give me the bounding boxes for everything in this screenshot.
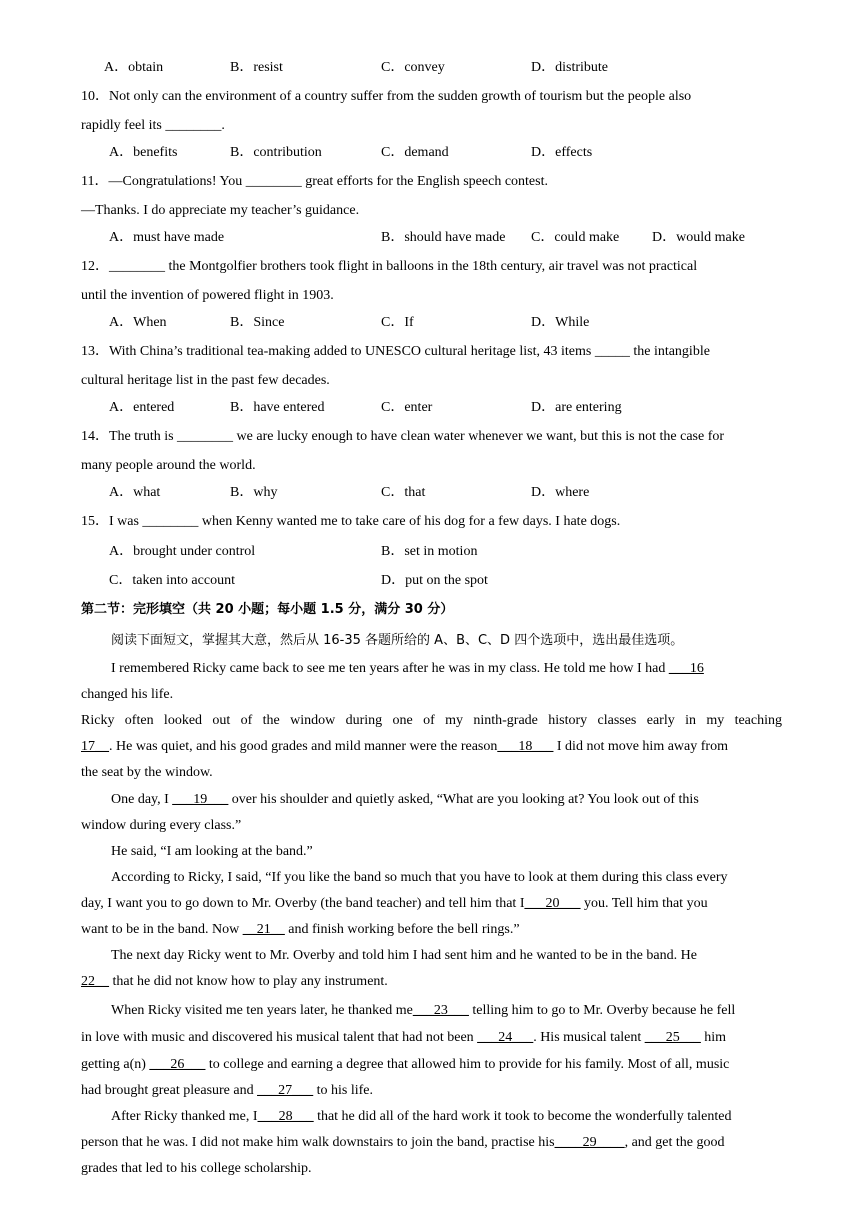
- blank-26: ___26___: [149, 1057, 206, 1072]
- blank-28: ___28___: [257, 1109, 314, 1124]
- blank-20: ___20___: [524, 896, 581, 911]
- q9-option-b: B．resist: [230, 60, 283, 75]
- q10-stem-line2: rapidly feel its ________.: [81, 118, 225, 133]
- blank-23: ___23___: [412, 1003, 469, 1018]
- q13-stem-line1: 13．With China’s traditional tea-making added to UNESCO cultural heritage list, 43 items _____ the intangible: [81, 344, 710, 359]
- q13-option-b: B．have entered: [230, 400, 325, 415]
- blank-21: __21__: [242, 922, 285, 937]
- q9-option-d: D．distribute: [531, 60, 608, 75]
- q14-option-a: A．what: [109, 485, 161, 500]
- passage-p7-line2: in love with music and discovered his musical talent that had not been ___24___. His musical talent ___25___ him: [81, 1030, 727, 1045]
- passage-p7-line1: When Ricky visited me ten years later, he thanked me___23___ telling him to go to Mr. Overby because he fell: [111, 1003, 736, 1018]
- section-instruction: 阅读下面短文，掌握其大意，然后从 16-35 各题所给的 A、B、C、D 四个选项中，选出最佳选项。: [111, 633, 684, 648]
- q10-stem-line1: 10．Not only can the environment of a country suffer from the sudden growth of tourism but the people also: [81, 89, 692, 104]
- passage-p5-line3: want to be in the band. Now __21__ and finish working before the bell rings.”: [81, 922, 520, 937]
- q15-option-d: D．put on the spot: [381, 573, 488, 588]
- passage-p5-line1: According to Ricky, I said, “If you like the band so much that you have to look at them during this class every: [111, 870, 728, 885]
- q10-option-c: C．demand: [381, 145, 449, 160]
- passage-p2-line1: Ricky often looked out of the window during one of my ninth-grade history classes early in my teaching: [81, 713, 782, 728]
- blank-16: ___16: [668, 661, 704, 676]
- q12-option-b: B．Since: [230, 315, 285, 330]
- passage-p3-line1: One day, I ___19___ over his shoulder and quietly asked, “What are you looking at? You look out of this: [111, 792, 699, 807]
- q11-option-b: B．should have made: [381, 230, 506, 245]
- passage-p8-line2: person that he was. I did not make him walk downstairs to join the band, practise his____29____, and get the good: [81, 1135, 725, 1150]
- passage-p6-line2: 22__ that he did not know how to play any instrument.: [81, 974, 388, 989]
- passage-p3-line2: window during every class.”: [81, 818, 242, 833]
- q11-stem-line1: 11．—Congratulations! You ________ great efforts for the English speech contest.: [81, 174, 548, 189]
- passage-p4: He said, “I am looking at the band.”: [111, 844, 313, 859]
- blank-27: ___27___: [257, 1083, 314, 1098]
- blank-18: ___18___: [497, 739, 554, 754]
- q11-option-a: A．must have made: [109, 230, 225, 245]
- passage-p5-line2: day, I want you to go down to Mr. Overby (the band teacher) and tell him that I___20___ you. Tell him that you: [81, 896, 708, 911]
- q11-stem-line2: —Thanks. I do appreciate my teacher’s guidance.: [81, 203, 360, 218]
- passage-p2-line3: the seat by the window.: [81, 765, 213, 780]
- passage-p1-line1: I remembered Ricky came back to see me ten years after he was in my class. He told me how I had ___16: [111, 661, 704, 676]
- q14-stem-line1: 14．The truth is ________ we are lucky enough to have clean water whenever we want, but this is not the case for: [81, 429, 725, 444]
- passage-p8-line3: grades that led to his college scholarship.: [81, 1161, 312, 1176]
- section-heading: 第二节：完形填空（共 20 小题；每小题 1.5 分，满分 30 分）: [81, 602, 454, 617]
- blank-19: ___19___: [172, 792, 229, 807]
- q12-stem-line2: until the invention of powered flight in 1903.: [81, 288, 334, 303]
- q14-option-b: B．why: [230, 485, 278, 500]
- q12-option-a: A．When: [109, 315, 167, 330]
- q9-option-a: A．obtain: [104, 60, 164, 75]
- q11-option-c: C．could make: [531, 230, 620, 245]
- q15-stem: 15．I was ________ when Kenny wanted me to take care of his dog for a few days. I hate dogs.: [81, 514, 621, 529]
- q15-option-b: B．set in motion: [381, 544, 478, 559]
- q14-option-c: C．that: [381, 485, 426, 500]
- passage-p8-line1: After Ricky thanked me, I___28___ that he did all of the hard work it took to become the wonderfully talented: [111, 1109, 732, 1124]
- q10-option-a: A．benefits: [109, 145, 178, 160]
- passage-p7-line3: getting a(n) ___26___ to college and earning a degree that allowed him to provide for his family. Most of all, music: [81, 1057, 730, 1072]
- q14-stem-line2: many people around the world.: [81, 458, 256, 473]
- blank-22: 22__: [81, 974, 109, 989]
- passage-p7-line4: had brought great pleasure and ___27___ to his life.: [81, 1083, 373, 1098]
- q9-option-c: C．convey: [381, 60, 445, 75]
- q12-option-d: D．While: [531, 315, 590, 330]
- q13-option-c: C．enter: [381, 400, 433, 415]
- q12-stem-line1: 12．________ the Montgolfier brothers took flight in balloons in the 18th century, air travel was not practical: [81, 259, 698, 274]
- q13-stem-line2: cultural heritage list in the past few decades.: [81, 373, 330, 388]
- blank-29: ____29____: [554, 1135, 625, 1150]
- passage-p2-line2: 17__. He was quiet, and his good grades and mild manner were the reason___18___ I did not move him away from: [81, 739, 728, 754]
- q10-option-b: B．contribution: [230, 145, 322, 160]
- q14-option-d: D．where: [531, 485, 590, 500]
- blank-25: ___25___: [644, 1030, 701, 1045]
- q13-option-d: D．are entering: [531, 400, 622, 415]
- q15-option-c: C．taken into account: [109, 573, 235, 588]
- passage-p1-line2: changed his life.: [81, 687, 174, 702]
- passage-p6-line1: The next day Ricky went to Mr. Overby and told him I had sent him and he wanted to be in the band. He: [111, 948, 697, 963]
- q12-option-c: C．If: [381, 315, 414, 330]
- q11-option-d: D．would make: [652, 230, 745, 245]
- blank-24: ___24___: [477, 1030, 534, 1045]
- q13-option-a: A．entered: [109, 400, 175, 415]
- q10-option-d: D．effects: [531, 145, 593, 160]
- q15-option-a: A．brought under control: [109, 544, 256, 559]
- blank-17: 17__: [81, 739, 109, 754]
